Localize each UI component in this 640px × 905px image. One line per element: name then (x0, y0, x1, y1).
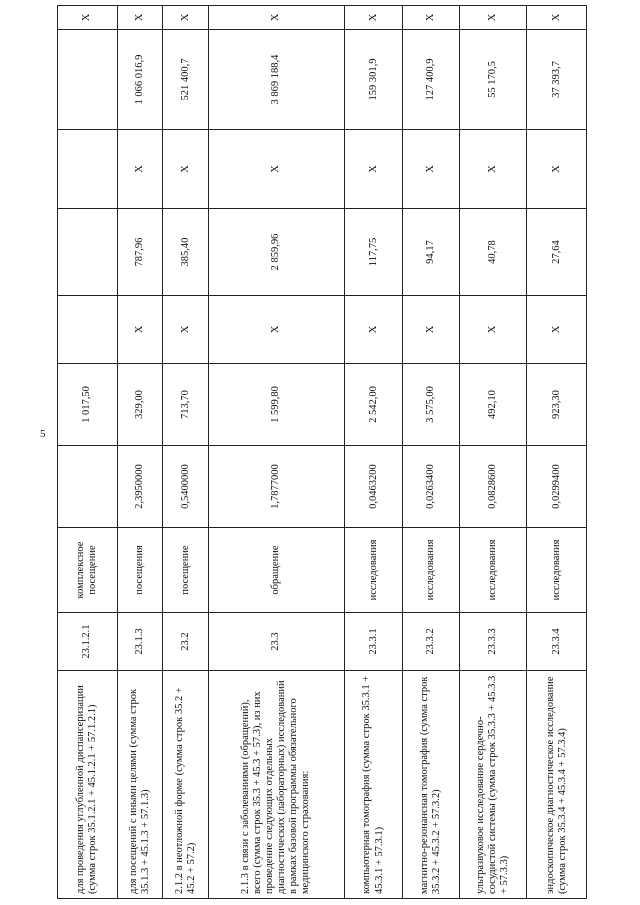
cell-cost: 3 575,00 (403, 364, 459, 446)
cell-code: 23.3 (208, 613, 344, 671)
cell-name: ультразвуковое исследование сердечно-сосудистой системы (сумма строк 35.3.3 + 45.3.3 + 57.3.3) (459, 671, 526, 899)
table-row (163, 6, 209, 899)
cell-norm: 0,0463200 (344, 446, 403, 528)
rotated-table-wrapper (57, 6, 587, 899)
cell-sum1: 117,75 (344, 209, 403, 296)
cell-x2: X (459, 130, 526, 209)
cell-x2: X (344, 130, 403, 209)
cell-name: магнитно-резонансная томография (сумма строк 35.3.2 + 45.3.2 + 57.3.2) (403, 671, 459, 899)
cell-x1: X (344, 296, 403, 364)
cell-name: эндоскопическое диагностическое исследование (сумма строк 35.3.4 + 45.3.4 + 57.3.4) (527, 671, 587, 899)
table-row (344, 6, 403, 899)
cell-x2: X (527, 130, 587, 209)
cell-name: компьютерная томография (сумма строк 35.3.1 + 45.3.1 + 57.3.1) (344, 671, 403, 899)
cell-cost: 2 542,00 (344, 364, 403, 446)
page-number: 5 (40, 428, 46, 440)
cell-unit: комплексное посещение (58, 528, 118, 613)
cell-norm: 0,0828600 (459, 446, 526, 528)
cell-x1: X (117, 296, 163, 364)
cell-sum2: 159 301,9 (344, 30, 403, 130)
cell-x3: X (403, 6, 459, 30)
cell-unit: обращение (208, 528, 344, 613)
cell-norm: 0,0299400 (527, 446, 587, 528)
cell-cost: 923,30 (527, 364, 587, 446)
cell-unit: исследования (459, 528, 526, 613)
cell-sum1 (58, 209, 118, 296)
cell-x3: X (58, 6, 118, 30)
table-row (208, 6, 344, 899)
table-row (527, 6, 587, 899)
cell-x2: X (117, 130, 163, 209)
cell-x2: X (163, 130, 209, 209)
cell-x1: X (163, 296, 209, 364)
table-row (459, 6, 526, 899)
cell-sum2: 127 400,9 (403, 30, 459, 130)
cell-x2 (58, 130, 118, 209)
cell-cost: 492,10 (459, 364, 526, 446)
cell-x3: X (344, 6, 403, 30)
cell-unit: посещение (163, 528, 209, 613)
cell-unit: исследования (403, 528, 459, 613)
cell-x3: X (527, 6, 587, 30)
cell-code: 23.2 (163, 613, 209, 671)
cell-sum1: 27,64 (527, 209, 587, 296)
cell-name: 2.1.2 в неотложной форме (сумма строк 35.2 + 45.2 + 57.2) (163, 671, 209, 899)
table-row (58, 6, 118, 899)
cell-code: 23.3.3 (459, 613, 526, 671)
cell-norm: 0,5400000 (163, 446, 209, 528)
cell-code: 23.3.2 (403, 613, 459, 671)
cell-sum2: 521 400,7 (163, 30, 209, 130)
cell-name: для посещений с иными целями (сумма строк 35.1.3 + 45.1.3 + 57.1.3) (117, 671, 163, 899)
cell-x2: X (208, 130, 344, 209)
cell-norm: 0,0263400 (403, 446, 459, 528)
cell-sum2: 55 170,5 (459, 30, 526, 130)
cell-code: 23.3.4 (527, 613, 587, 671)
cell-x1: X (208, 296, 344, 364)
cell-unit: посещения (117, 528, 163, 613)
cell-x3: X (459, 6, 526, 30)
cell-norm: 2,3950000 (117, 446, 163, 528)
cell-code: 23.3.1 (344, 613, 403, 671)
cell-sum1: 385,40 (163, 209, 209, 296)
cell-unit: исследования (527, 528, 587, 613)
cell-cost: 1 017,50 (58, 364, 118, 446)
cell-x3: X (208, 6, 344, 30)
cell-name: для проведения углубленной диспансеризации (сумма строк 35.1.2.1 + 45.1.2.1 + 57.1.2.1) (58, 671, 118, 899)
cell-sum2: 37 393,7 (527, 30, 587, 130)
cell-x3: X (163, 6, 209, 30)
cell-x2: X (403, 130, 459, 209)
cell-sum1: 40,78 (459, 209, 526, 296)
cell-sum1: 94,17 (403, 209, 459, 296)
cell-x1: X (459, 296, 526, 364)
cell-sum1: 787,96 (117, 209, 163, 296)
cell-cost: 329,00 (117, 364, 163, 446)
data-table (57, 5, 587, 899)
cell-sum2: 3 869 188,4 (208, 30, 344, 130)
cell-cost: 713,70 (163, 364, 209, 446)
cell-x3: X (117, 6, 163, 30)
cell-name: 2.1.3 в связи с заболеваниями (обращений), всего (сумма строк 35.3 + 45.3 + 57.3), из них проведение следующих отдельных диагностических (лабораторных) исследований в рамках базовой программы обязательного медицинского страхования: (208, 671, 344, 899)
table-row (117, 6, 163, 899)
cell-code: 23.1.3 (117, 613, 163, 671)
cell-sum2 (58, 30, 118, 130)
cell-x1 (58, 296, 118, 364)
table-row (403, 6, 459, 899)
cell-code: 23.1.2.1 (58, 613, 118, 671)
cell-sum1: 2 859,96 (208, 209, 344, 296)
cell-cost: 1 599,80 (208, 364, 344, 446)
cell-x1: X (527, 296, 587, 364)
cell-sum2: 1 066 016,9 (117, 30, 163, 130)
cell-x1: X (403, 296, 459, 364)
cell-unit: исследования (344, 528, 403, 613)
cell-norm: 1,7877000 (208, 446, 344, 528)
cell-norm (58, 446, 118, 528)
